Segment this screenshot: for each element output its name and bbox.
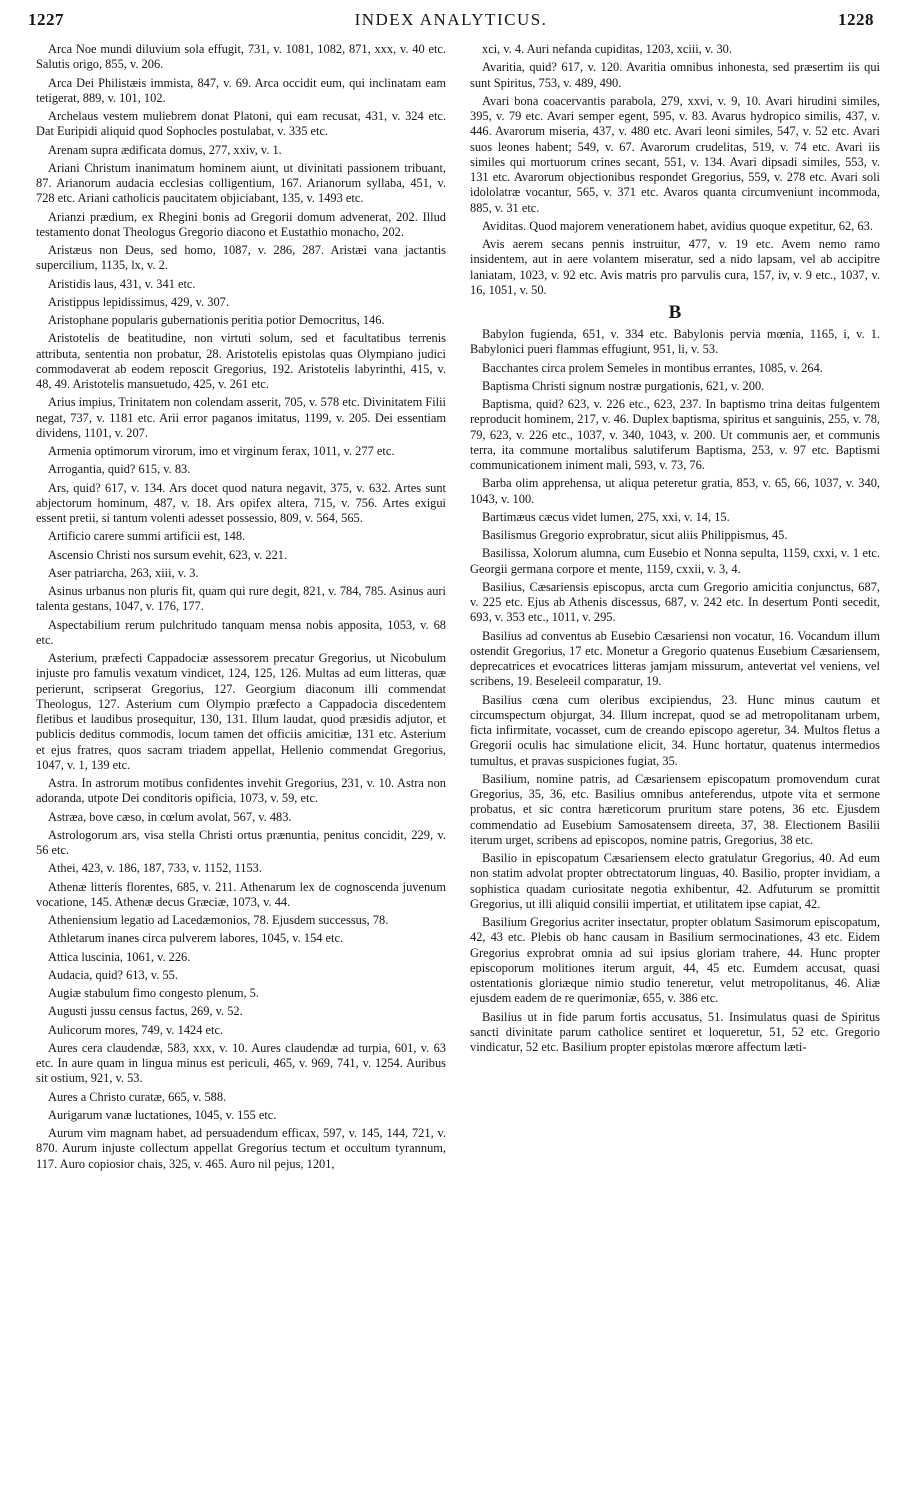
index-entry: Baptisma, quid? 623, v. 226 etc., 623, 237. In baptismo trina deitas fulgentem reproducit hominem, 217, v. 46. Duplex baptisma, spiritus et sanguinis, 255, v. 78, 79, 623, v. 226 etc., 1037, v. 340, 1043, v. 200. Ut communis aer, et communis terra, ita commune mortalibus salutiferum Baptisma, 253, v. 97 etc. Baptismi communicationem iniment mali, 593, v. 73, 76. — [470, 397, 880, 472]
index-entry: Asterium, præfecti Cappadociæ assessorem precatur Gregorius, ut Nicobulum injuste pro famulis vexatum vindicet, 124, 125, 126. Multas ad eum litteras, quæ perierunt, scripserat Gregorius, 127. Georgium diaconum illi commendat Theologus, 127. Asterium cum Olympio præfecto a Cappadocia discedentem fletibus et laudibus prosequitur, 130, 131. Illum laudat, quod præsidis adjutor, et publicis deditus commodis, locum tamen det officiis amicitiæ, 131 etc. Asterium et ejus fratres, quos sacram triadem appellat, Hellenio commendat Gregorius, 1047, v. 1, 139 etc. — [36, 651, 446, 772]
page-number-left: 1227 — [28, 10, 64, 29]
index-entry: Aristophane popularis gubernationis peritia potior Democritus, 146. — [48, 313, 385, 327]
index-entry: Audacia, quid? 613, v. 55. — [48, 967, 178, 982]
index-entry: Aspectabilium rerum pulchritudo tanquam mensa nobis apposita, 1053, v. 68 etc. — [36, 617, 446, 647]
index-entry: Basilissa, Xolorum alumna, cum Eusebio et Nonna sepulta, 1159, cxxi, v. 1 etc. Georgii germana corpore et mente, 1159, cxxii, v. 3, 4. — [470, 546, 880, 576]
index-entry: Basilismus Gregorio exprobratur, sicut aliis Philippismus, 45. — [482, 528, 788, 542]
page-number-right: 1228 — [838, 10, 874, 29]
index-entry: Aristotelis de beatitudine, non virtuti solum, sed et facultatibus terrenis attributa, sententia non probatur, 28. Aristotelis epistolas quas Olympiano judici commodaverat ab eodem reposcit Gregorius, 192. Aristotelis labyrinthi, 415, v. 48, 49. Aristotelis mansuetudo, 425, v. 261 etc. — [36, 331, 446, 391]
index-entry: Aures cera claudendæ, 583, xxx, v. 10. Aures claudendæ ad turpia, 601, v. 63 etc. In aure quam in lingua minus est periculi, 465, v. 969, 741, v. 1254. Auribus sit ostium, 921, v. 53. — [36, 1040, 446, 1086]
index-entry: Avis aerem secans pennis instruitur, 477, v. 19 etc. Avem nemo ramo insidentem, aut in aere volantem miseratur, sed a nido lapsam, vel ab accipitre laniatam, 1023, v. 92 etc. Avis matris pro parvulis cura, 157, iv, v. 9 etc., 1037, v. 16, 1051, v. 50. — [470, 237, 880, 297]
index-entry: Athei, 423, v. 186, 187, 733, v. 1152, 1153. — [48, 861, 262, 876]
index-entry: Basilius ad conventus ab Eusebio Cæsariensi non vocatur, 16. Vocandum illum ostendit Gregorius, 17 etc. Monetur a Gregorio quatenus Eusebium Cæsariensem, deprecatrices et evocatrices litteras jamjam missurum, antevertat vel veniens, vel scribens, 19. Beseleeil comparatur, 19. — [470, 628, 880, 689]
index-entry: Aristidis laus, 431, v. 341 etc. — [48, 276, 196, 291]
index-entry: Asinus urbanus non pluris fit, quam qui rure degit, 821, v. 784, 785. Asinus auri talenta gestans, 1047, v. 176, 177. — [36, 584, 446, 614]
index-entry: Arenam supra ædificata domus, 277, xxiv, v. 1. — [48, 142, 282, 157]
index-entry: Aurigarum vanæ luctationes, 1045, v. 155 etc. — [48, 1107, 277, 1122]
index-entry: Arrogantia, quid? 615, v. 83. — [48, 462, 191, 477]
index-entry: Basilius, Cæsariensis episcopus, arcta cum Gregorio amicitia conjunctus, 687, v. 225 etc. Ejus ab Athenis discessus, 687, v. 242 etc. In desertum Ponti secedit, 693, v. 353 etc., 1011, v. 295. — [470, 579, 880, 625]
section-letter: B — [668, 302, 682, 323]
index-entry: Ariani Christum inanimatum hominem aiunt, ut divinitati passionem tribuant, 87. Arianorum audacia ecclesias colligentium, 167. Arianorum syllaba, 451, v. 728 etc. Ariani catholicis paucitatem objiciabant, 135, v. 1493 etc. — [36, 160, 446, 206]
index-entry: Aures a Christo curatæ, 665, v. 588. — [48, 1089, 227, 1104]
index-entry: Athenæ litteris florentes, 685, v. 211. Athenarum lex de cognoscenda juvenum vocatione, 145. Athenæ decus Græciæ, 1073, v. 44. — [36, 879, 446, 909]
index-entry: Basilius ut in fide parum fortis accusatus, 51. Insimulatus quasi de Spiritus sancti divinitate parum catholice sentiret et loqueretur, 51, 52 etc. Gregorio vindicatur, 52 etc. Basilium propter epistolas mœrore affectum læti- — [470, 1009, 880, 1054]
index-entry: Astræa, bove cæso, in cœlum avolat, 567, v. 483. — [48, 809, 292, 824]
index-entry: Avaritia, quid? 617, v. 120. Avaritia omnibus inhonesta, sed præsertim iis qui sunt Spiritus, 753, v. 489, 490. — [470, 60, 880, 90]
index-entry: Aulicorum mores, 749, v. 1424 etc. — [48, 1022, 224, 1037]
index-entry: Aristippus lepidissimus, 429, v. 307. — [48, 294, 229, 309]
index-entry: Avari bona coacervantis parabola, 279, xxvi, v. 9, 10. Avari hirudini similes, 395, v. 79 etc. Avari semper egent, 595, v. 83. Avarus hydropico similis, 437, v. 446. Avarorum miseria, 437, v. 480 etc. Avari leoni similes, 547, v. 52 etc. Avari suos leones habent; 549, v. 67. Avarorum crudelitas, 519, v. 74 etc. Avari iis similes qui mortuorum crines secant, 551, v. 134. Avari dipsadi similes, 553, v. 131 etc. Avarorum objectionibus respondet Gregorius, 559, v. 278 etc. Avari soli idololatræ vocantur, 565, v. 371 etc. Avaros quanta circumveniunt incommoda, 885, v. 31 etc. — [470, 93, 880, 215]
index-entry: Astra. In astrorum motibus confidentes invehit Gregorius, 231, v. 10. Astra non adoranda, utpote Dei conditoris opificia, 1073, v. 59, etc. — [36, 776, 446, 806]
index-entry: Aurum vim magnam habet, ad persuadendum efficax, 597, v. 145, 144, 721, v. 870. Aurum injuste collectum appellat Gregorius tectum et occultum tyrannum, 117. Auro copiosior chais, 325, v. 465. Auro nil pejus, 1201, — [36, 1126, 446, 1171]
running-title: INDEX ANALYTICUS. — [354, 10, 548, 29]
index-entry: Armenia optimorum virorum, imo et virginum ferax, 1011, v. 277 etc. — [48, 444, 395, 458]
running-header — [28, 10, 874, 36]
index-entry: Arianzi prædium, ex Rhegini bonis ad Gregorii domum advenerat, 202. Illud testamento donat Theologus Gregorio diacono et Eustathio monacho, 202. — [36, 209, 446, 239]
index-entry: Babylon fugienda, 651, v. 334 etc. Babylonis pervia mœnia, 1165, i, v. 1. Babylonici pueri flammas effugiunt, 951, li, v. 53. — [470, 327, 880, 357]
index-entry: Baptisma Christi signum nostræ purgationis, 621, v. 200. — [482, 378, 765, 393]
index-entry: Augiæ stabulum fimo congesto plenum, 5. — [48, 986, 259, 1000]
index-entry: Athletarum inanes circa pulverem labores, 1045, v. 154 etc. — [48, 931, 344, 946]
right-column — [470, 42, 880, 1058]
index-entry: Basilium, nomine patris, ad Cæsariensem episcopatum promovendum curat Gregorius, 35, 36, etc. Basilius omnibus anteferendus, utpote vita et sermone probatus, et sic contra hæreticorum pruritum stare potens, 36 etc. Ejusdem commendatio ad Eusebium Samosatensem direeta, 37, 38. Electionem Basilii iterum urget, scribens ad episcopos, nomine patris, Gregorius, 38 etc. — [470, 771, 880, 847]
right-column-a-entries — [470, 42, 880, 298]
index-entry: xci, v. 4. Auri nefanda cupiditas, 1203, xciii, v. 30. — [482, 42, 732, 56]
index-entry: Bacchantes circa prolem Semeles in montibus errantes, 1085, v. 264. — [482, 360, 823, 375]
index-entry: Attica luscinia, 1061, v. 226. — [48, 949, 191, 964]
index-entry: Basilium Gregorius acriter insectatur, propter oblatum Sasimorum episcopatum, 42, 43 etc. Plebis ob hanc causam in Basilium sermocinationes, 43 etc. Eidem Gregorius exprobrat omnia ad sui ipsius gloriam trahere, 44. Hunc propter episcoporum molitiones iterum arguit, 44, 45 etc. Eumdem accusat, quasi ostentationis gloriæque nimio studio teneretur, velut metropolitanus, 46. Aliæ ejusdem eadem de re querimoniæ, 655, v. 386 etc. — [470, 915, 880, 1006]
index-entry: Bartimæus cæcus videt lumen, 275, xxi, v. 14, 15. — [482, 509, 730, 524]
index-entry: Ars, quid? 617, v. 134. Ars docet quod natura negavit, 375, v. 632. Artes sunt abjectorum hominum, 487, v. 18. Ars opifex altera, 715, v. 756. Artes exigui essent pretii, si tantum volenti adesset possessio, 809, v. 564, 565. — [36, 480, 446, 525]
index-entry: Aviditas. Quod majorem venerationem habet, avidius quoque expetitur, 62, 63. — [482, 218, 873, 233]
index-entry: Archelaus vestem muliebrem donat Platoni, qui eam recusat, 431, v. 324 etc. Dat Euripidi aliquid quod Sophocles postulabat, v. 335 etc. — [36, 109, 446, 139]
left-column — [36, 42, 446, 1175]
index-entry: Basilius cœna cum oleribus excipiendus, 23. Hunc minus cautum et circumspectum objurgat, 34. Illum increpat, quod se ad metropolitanam urbem, ficta infirmitate, vocasset, cum de creando episcopo ageretur, 34. Multos fletus a Gregorii oculis hac simulatione elicit, 34. Hunc hortatur, quatenus intermedios tumultus, et pravas suspiciones fugiat, 35. — [470, 692, 880, 768]
index-entry: Astrologorum ars, visa stella Christi ortus prænuntia, penitus concidit, 229, v. 56 etc. — [36, 827, 446, 857]
index-entry: Atheniensium legatio ad Lacedæmonios, 78. Ejusdem successus, 78. — [48, 913, 389, 927]
index-entry: Ascensio Christi nos sursum evehit, 623, v. 221. — [48, 547, 288, 562]
index-entry: Arius impius, Trinitatem non colendam asserit, 705, v. 578 etc. Divinitatem Filii negat, 737, v. 1181 etc. Arii error paganos imitatus, 1199, v. 205. Dei essentiam dividens, 1101, v. 207. — [36, 395, 446, 440]
index-entry: Basilio in episcopatum Cæsariensem electo gratulatur Gregorius, 40. Ad eum non statim advolat propter obtrectatorum linguas, 40. Basilio, propter invidiam, a sophistica quadam curiositate negotia exhibentur, 42. Adfuturum se promittit Gregorius, ut illi aliquid consilii impertiat, et utilitatem ipse capiat, 42. — [470, 851, 880, 911]
index-entry: Aristæus non Deus, sed homo, 1087, v. 286, 287. Aristæi vana jactantis supercilium, 1135, lx, v. 2. — [36, 243, 446, 273]
index-entry: Aser patriarcha, 263, xiii, v. 3. — [48, 565, 199, 580]
index-entry: Arca Dei Philistæis immista, 847, v. 69. Arca occidit eum, qui inclinatam eam tetigerat, 889, v. 101, 102. — [36, 75, 446, 105]
index-entry: Arca Noe mundi diluvium sola effugit, 731, v. 1081, 1082, 871, xxx, v. 40 etc. Salutis origo, 855, v. 206. — [36, 42, 446, 72]
index-entry: Artificio carere summi artificii est, 148. — [48, 529, 246, 544]
index-entry: Augusti jussu census factus, 269, v. 52. — [48, 1004, 243, 1019]
index-entry: Barba olim apprehensa, ut aliqua peteretur gratia, 853, v. 65, 66, 1037, v. 340, 1043, v. 100. — [470, 476, 880, 506]
right-column-b-entries — [470, 327, 880, 1055]
